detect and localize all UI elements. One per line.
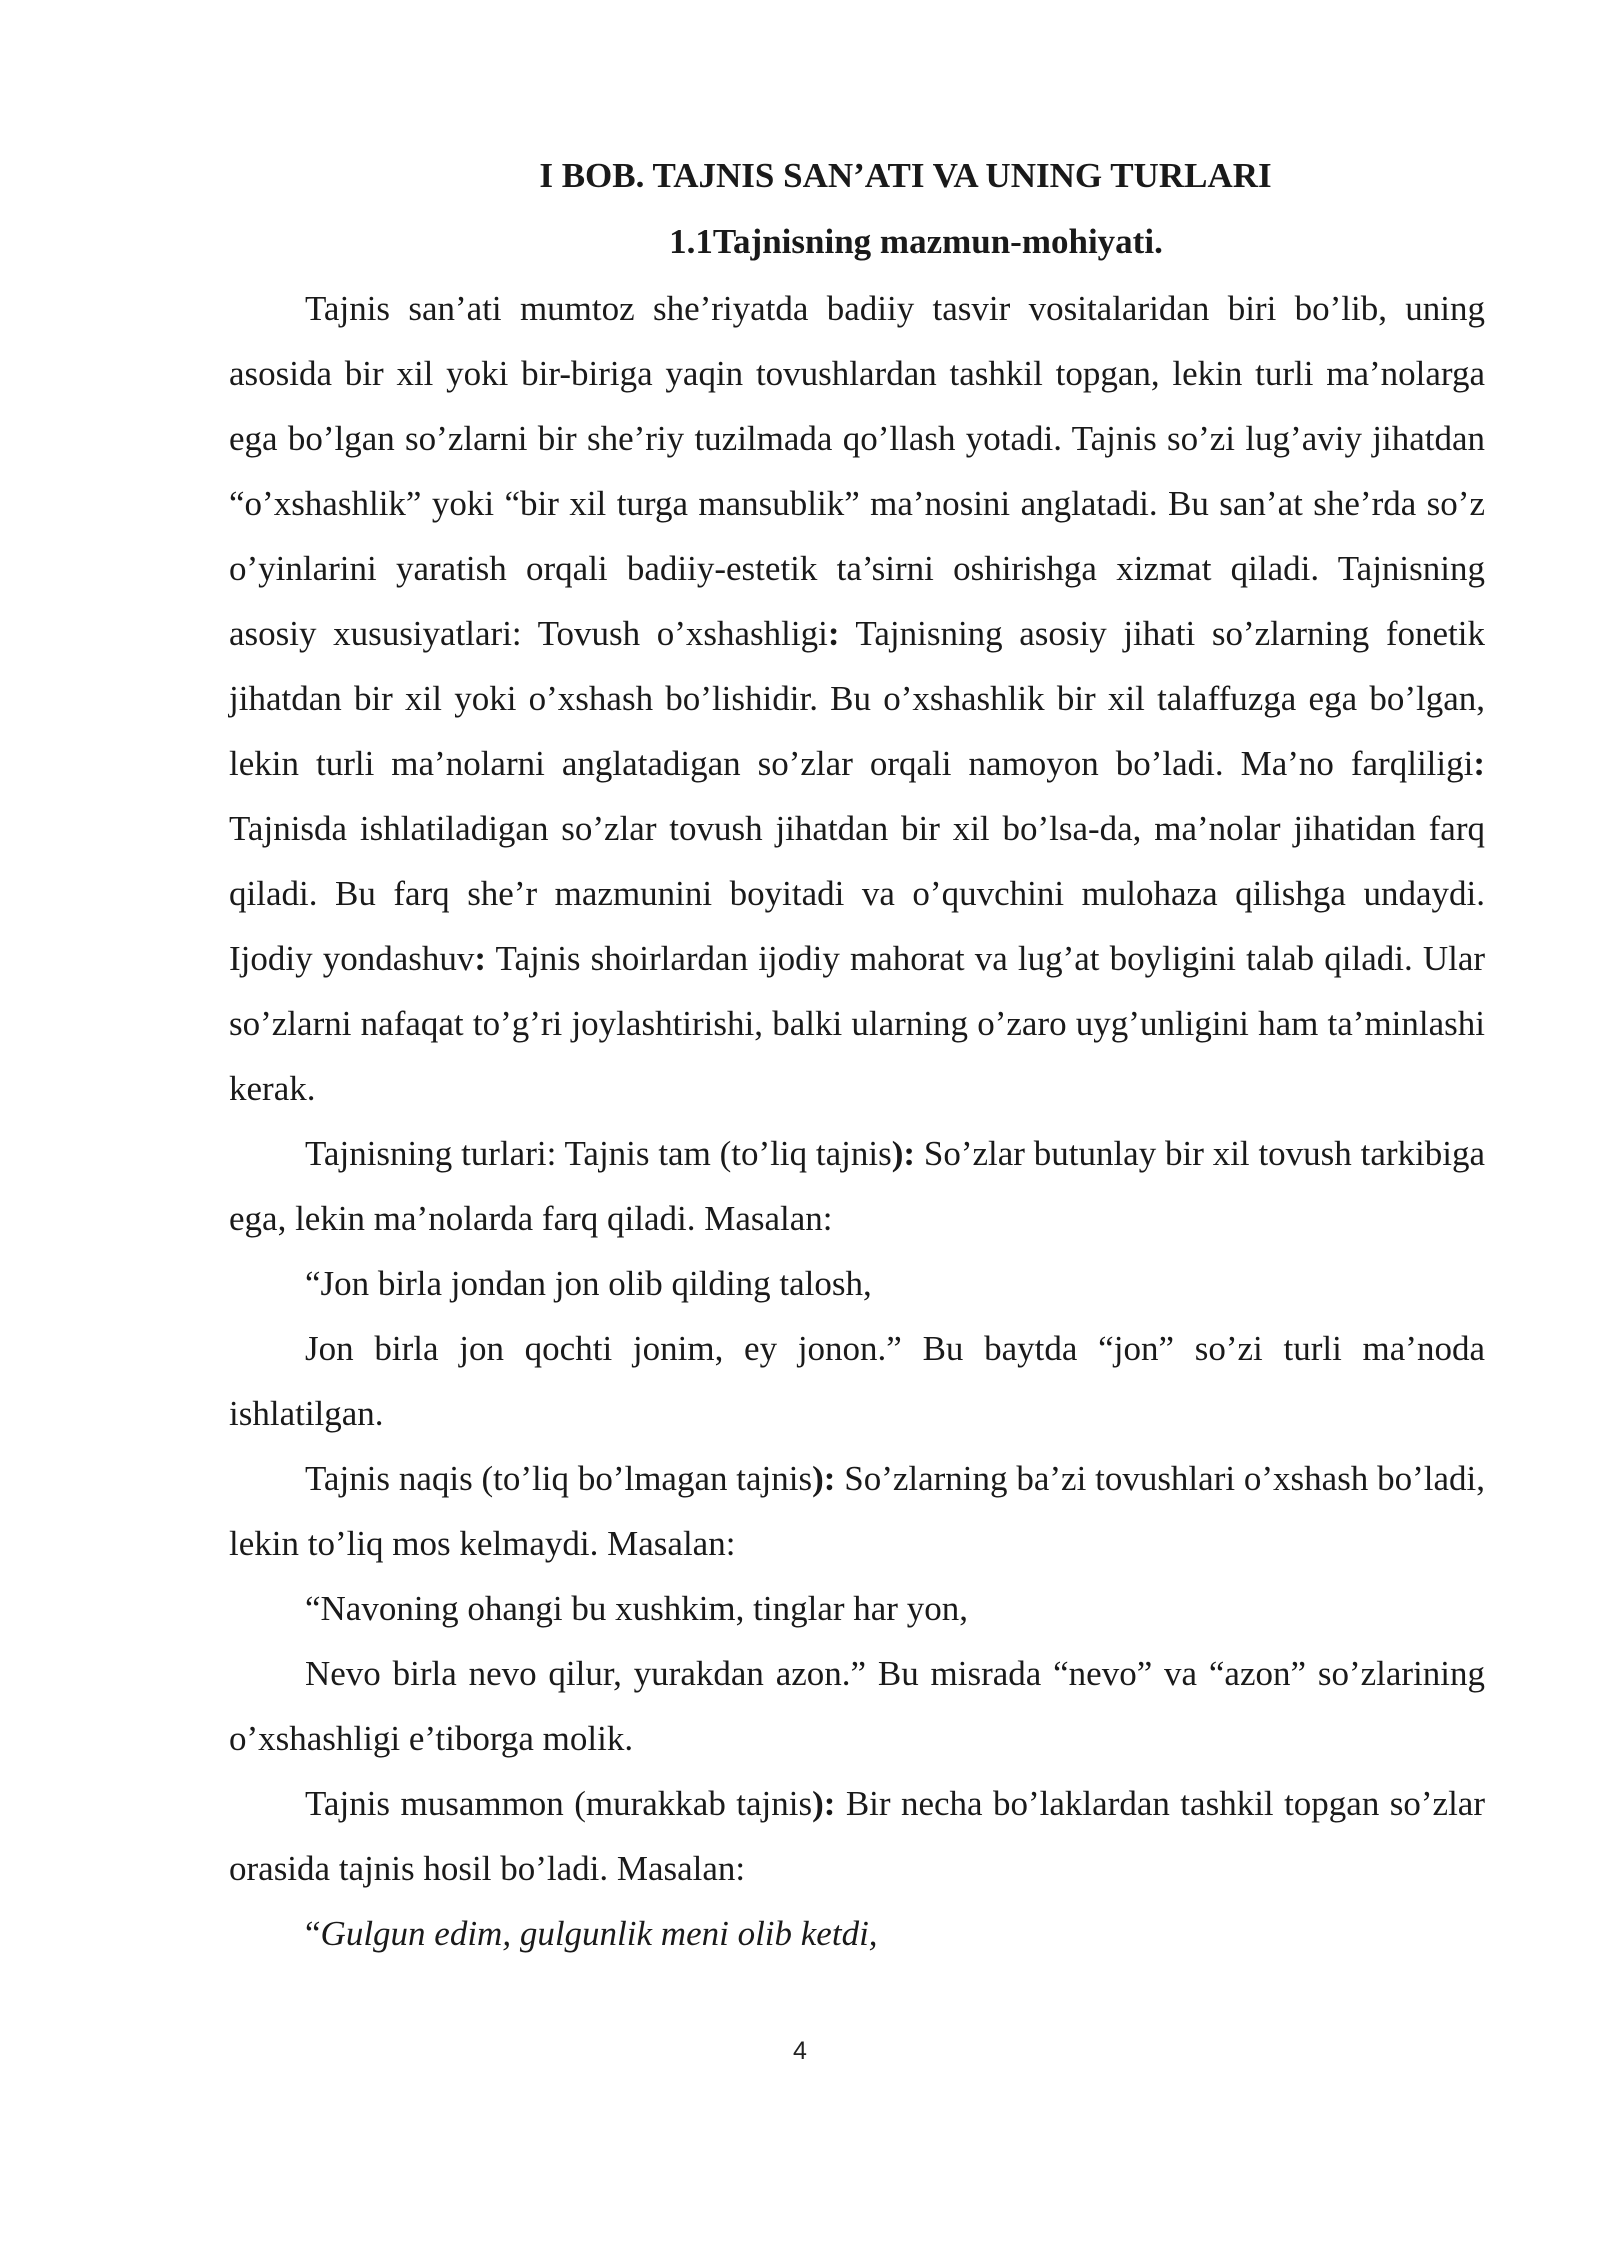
verse-line-1: “Jon birla jondan jon olib qilding talosh,	[305, 1264, 872, 1303]
italic-verse-text: Gulgun edim, gulgunlik meni olib ketdi,	[320, 1914, 878, 1953]
text-run: So’zlarning ba’zi tovushlari o’xshash bo’ladi, lekin to’liq mos kelmaydi. Masalan:	[229, 1459, 1486, 1563]
text-run: Tajnisning turlari: Tajnis tam (to’liq tajnis	[305, 1134, 892, 1173]
bold-colon: :	[474, 939, 487, 978]
paragraph-tajnis-musammon	[229, 1771, 1485, 1901]
paragraph-tajnis-naqis	[229, 1446, 1485, 1576]
paragraph-tajnis-tam	[229, 1121, 1485, 1251]
page-number: 4	[793, 2037, 807, 2065]
bold-colon: ):	[891, 1134, 916, 1173]
paragraph-verse-1-explanation: Jon birla jon qochti jonim, ey jonon.” Bu baytda “jon” so’zi turli ma’noda ishlatilgan.	[229, 1329, 1485, 1433]
bold-colon: ):	[812, 1784, 836, 1823]
text-run: So’zlar butunlay bir xil tovush tarkibiga ega, lekin ma’nolarda farq qiladi. Masalan:	[229, 1134, 1485, 1238]
bold-colon: :	[827, 614, 840, 653]
bold-colon: ):	[812, 1459, 836, 1498]
verse-line-2: “Navoning ohangi bu xushkim, tinglar har yon,	[305, 1589, 968, 1628]
text-run: Tajnis shoirlardan ijodiy mahorat va lug’at boyligini talab qiladi. Ular so’zlarni nafaqat to’g’ri joylashtirishi, balki ularning o’zaro uyg’unligini ham ta’minlashi kerak.	[229, 939, 1486, 1108]
paragraph-verse-2-explanation: Nevo birla nevo qilur, yurakdan azon.” Bu misrada “nevo” va “azon” so’zlarining o’xshashligi e’tiborga molik.	[229, 1654, 1485, 1758]
text-run: Tajnis musammon (murakkab tajnis	[305, 1784, 813, 1823]
text-run: Tajnisda ishlatiladigan so’zlar tovush jihatdan bir xil bo’lsa-da, ma’nolar jihatidan farq qiladi. Bu farq she’r mazmunini boyitadi va o’quvchini mulohaza qilishga undaydi. Ijodiy yondashuv	[229, 809, 1485, 978]
text-run: Tajnisning asosiy jihati so’zlarning fonetik jihatdan bir xil yoki o’xshash bo’lishidir. Bu o’xshashlik bir xil talaffuzga ega bo’lgan, lekin turli ma’nolarni anglatadigan so’zlar orqali namoyon bo’ladi. Ma’no farqliligi	[229, 614, 1485, 783]
text-run: Tajnis naqis (to’liq bo’lmagan tajnis	[305, 1459, 813, 1498]
section-title: 1.1Tajnisning mazmun-mohiyati.	[669, 222, 1163, 261]
open-quote: “	[305, 1914, 321, 1953]
text-run: Bir necha bo’laklardan tashkil topgan so’zlar orasida tajnis hosil bo’ladi. Masalan:	[229, 1784, 1485, 1888]
verse-line-3	[229, 1901, 1485, 1966]
text-run: Tajnis san’ati mumtoz she’riyatda badiiy tasvir vositalaridan biri bo’lib, uning asosida bir xil yoki bir-biriga yaqin tovushlardan tashkil topgan, lekin turli ma’nolarga ega bo’lgan so’zlarni bir she’riy tuzilmada qo’llash yotadi. Tajnis so’zi lug’aviy jihatdan “o’xshashlik” yoki “bir xil turga mansublik” ma’nosini anglatadi. Bu san’at she’rda so’z o’yinlarini yaratish orqali badiiy-estetik ta’sirni oshirishga xizmat qiladi. Tajnisning asosiy xususiyatlari: Tovush o’xshashligi	[229, 289, 1485, 653]
chapter-title: I BOB. TAJNIS SAN’ATI VA UNING TURLARI	[539, 156, 1272, 195]
document-body	[229, 276, 1485, 1966]
bold-colon: :	[1473, 744, 1485, 783]
paragraph-intro	[229, 276, 1485, 1121]
